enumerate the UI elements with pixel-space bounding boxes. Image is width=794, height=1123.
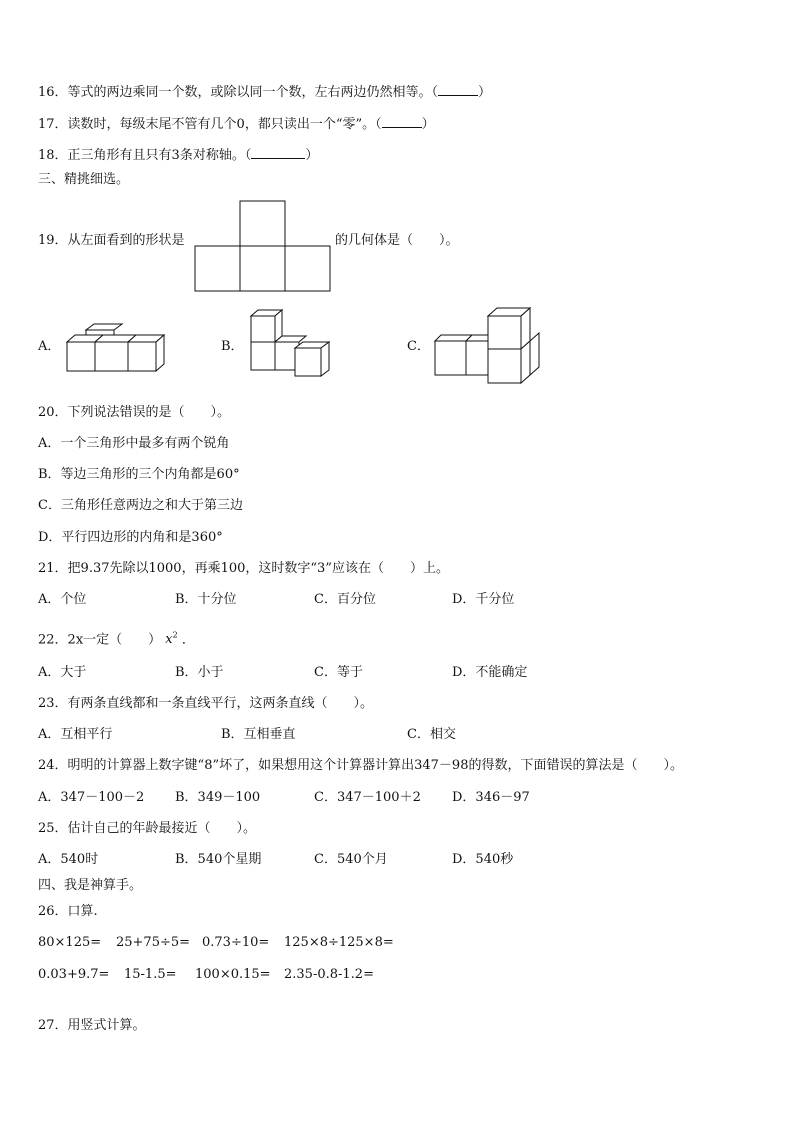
oral-calc-item: 25+75÷5= bbox=[116, 935, 191, 950]
question-22 bbox=[38, 627, 195, 649]
question-18-close: ） bbox=[305, 148, 319, 163]
question-16-close: ） bbox=[478, 85, 492, 100]
oral-calc-item: 100×0.15= bbox=[195, 967, 271, 982]
question-24-option-d[interactable]: D．346－97 bbox=[452, 790, 530, 805]
question-16 bbox=[38, 82, 491, 102]
option-a-label[interactable]: A． bbox=[38, 339, 61, 354]
question-24-option-b[interactable]: B．349－100 bbox=[175, 790, 261, 805]
question-23-option-a[interactable]: A．互相平行 bbox=[38, 727, 113, 742]
oral-calc-item: 15-1.5= bbox=[124, 967, 177, 982]
question-18 bbox=[38, 145, 318, 165]
left-view-figure bbox=[194, 200, 332, 292]
oral-calc-item: 0.03+9.7= bbox=[38, 967, 110, 982]
question-22-option-b[interactable]: B．小于 bbox=[175, 665, 224, 680]
question-21-option-b[interactable]: B．十分位 bbox=[175, 592, 237, 607]
question-18-text: 18．正三角形有且只有3条对称轴。（ bbox=[38, 148, 252, 163]
question-16-text: 16．等式的两边乘同一个数，或除以同一个数，左右两边仍然相等。（ bbox=[38, 85, 439, 100]
question-26-stem: 26．口算. bbox=[38, 904, 98, 919]
exponent: 2 bbox=[172, 631, 178, 640]
question-17-close: ） bbox=[421, 117, 435, 132]
question-20-option-d[interactable]: D．平行四边形的内角和是360° bbox=[38, 530, 223, 545]
question-23-stem: 23．有两条直线都和一条直线平行，这两条直线（ ）。 bbox=[38, 696, 374, 711]
oral-calc-item: 125×8÷125×8= bbox=[284, 935, 394, 950]
solid-figure-b[interactable] bbox=[249, 308, 337, 380]
option-c-label[interactable]: C． bbox=[407, 339, 430, 354]
question-22-option-c[interactable]: C．等于 bbox=[314, 665, 363, 680]
question-24-stem: 24．明明的计算器上数字键“8”坏了，如果想用这个计算器计算出347－98的得数，下面错误的算法是（ ）。 bbox=[38, 758, 683, 773]
question-25-option-a[interactable]: A．540时 bbox=[38, 852, 99, 867]
answer-blank[interactable] bbox=[251, 145, 305, 159]
question-20-stem: 20．下列说法错误的是（ ）。 bbox=[38, 405, 231, 420]
question-19-pre: 19．从左面看到的形状是 bbox=[38, 233, 185, 248]
question-21-stem: 21．把9.37先除以1000，再乘100，这时数字“3”应该在（ ）上。 bbox=[38, 561, 449, 576]
question-22-option-d[interactable]: D．不能确定 bbox=[452, 665, 528, 680]
solid-figure-a[interactable] bbox=[66, 322, 166, 374]
question-20-option-c[interactable]: C．三角形任意两边之和大于第三边 bbox=[38, 498, 243, 513]
question-25-stem: 25．估计自己的年龄最接近（ ）。 bbox=[38, 821, 257, 836]
question-21-option-c[interactable]: C．百分位 bbox=[314, 592, 376, 607]
question-22-option-a[interactable]: A．大于 bbox=[38, 665, 87, 680]
question-25-option-b[interactable]: B．540个星期 bbox=[175, 852, 262, 867]
question-19-post: 的几何体是（ ）。 bbox=[335, 233, 459, 248]
question-24-option-c[interactable]: C．347－100＋2 bbox=[314, 790, 421, 805]
x-squared bbox=[165, 632, 177, 647]
section-heading-4: 四、我是神算手。 bbox=[38, 878, 143, 893]
question-20-option-b[interactable]: B．等边三角形的三个内角都是60° bbox=[38, 467, 240, 482]
question-22-post: ． bbox=[181, 632, 195, 648]
oral-calc-item: 80×125= bbox=[38, 935, 102, 950]
answer-blank[interactable] bbox=[438, 82, 478, 96]
question-20-option-a[interactable]: A．一个三角形中最多有两个锐角 bbox=[38, 436, 230, 451]
question-17 bbox=[38, 114, 435, 134]
question-21-option-d[interactable]: D．千分位 bbox=[452, 592, 515, 607]
question-22-pre: 22．2x一定（ ） bbox=[38, 632, 162, 648]
solid-figure-c[interactable] bbox=[433, 306, 543, 386]
option-b-label[interactable]: B． bbox=[221, 339, 244, 354]
question-27: 27．用竖式计算。 bbox=[38, 1018, 146, 1033]
section-heading-3: 三、精挑细选。 bbox=[38, 172, 130, 187]
question-21-option-a[interactable]: A．个位 bbox=[38, 592, 87, 607]
answer-blank[interactable] bbox=[382, 114, 422, 128]
oral-calc-item: 0.73÷10= bbox=[202, 935, 270, 950]
question-24-option-a[interactable]: A．347－100－2 bbox=[38, 790, 145, 805]
question-23-option-c[interactable]: C．相交 bbox=[407, 727, 456, 742]
question-25-option-d[interactable]: D．540秒 bbox=[452, 852, 514, 867]
question-17-text: 17．读数时，每级末尾不管有几个0，都只读出一个“零”。（ bbox=[38, 117, 382, 132]
variable: x bbox=[165, 632, 173, 648]
oral-calc-item: 2.35-0.8-1.2= bbox=[284, 967, 374, 982]
question-25-option-c[interactable]: C．540个月 bbox=[314, 852, 388, 867]
question-23-option-b[interactable]: B．互相垂直 bbox=[221, 727, 296, 742]
